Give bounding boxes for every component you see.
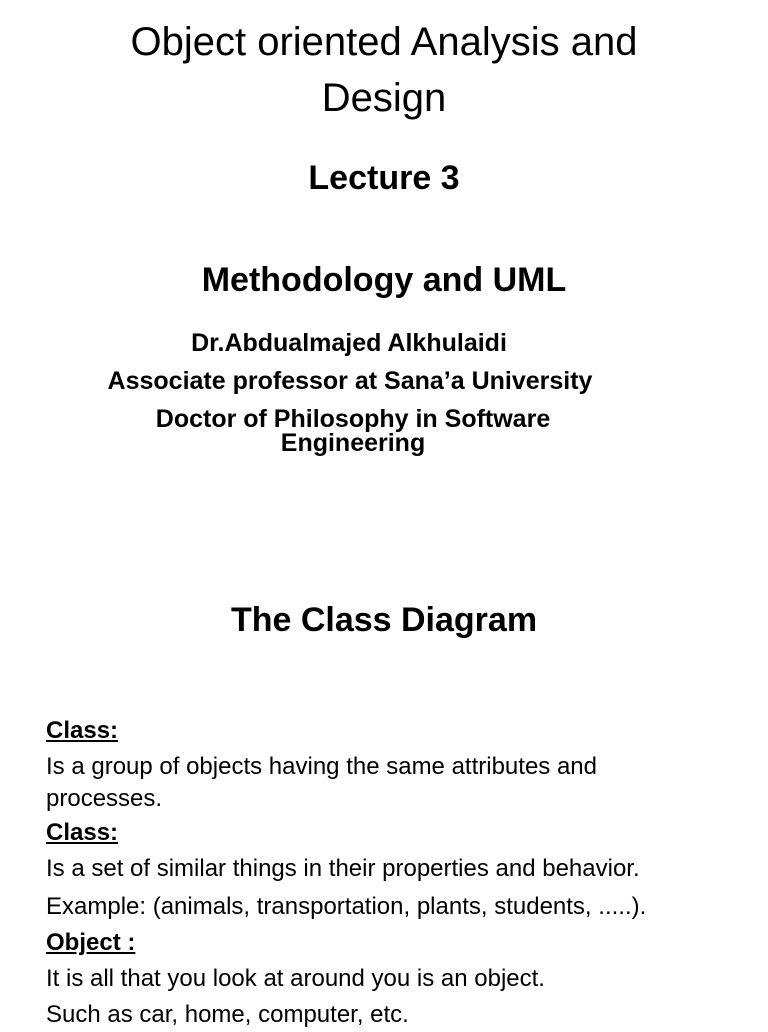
definition-text: processes. <box>46 785 163 812</box>
definition-example: Such as car, home, computer, etc. <box>46 1001 409 1028</box>
definition-term: Object : <box>46 929 136 956</box>
lecture-number: Lecture 3 <box>308 159 460 197</box>
definition-term: Class: <box>46 717 119 744</box>
definition-text: Is a group of objects having the same attributes and <box>46 753 598 780</box>
author-position: Associate professor at Sana’a University <box>107 367 593 395</box>
definition-text: It is all that you look at around you is an object. <box>46 965 545 992</box>
author-block <box>0 324 768 457</box>
author-degree: Doctor of Philosophy in Software <box>155 405 551 433</box>
definition-term: Class: <box>46 819 119 846</box>
slide-title: Object oriented Analysis and Design <box>130 20 638 120</box>
definition-text: Is a set of similar things in their properties and behavior. <box>46 855 640 882</box>
author-name: Dr.Abdualmajed Alkhulaidi <box>191 329 507 357</box>
author-degree-continued: Engineering <box>280 429 426 457</box>
lecture-subtitle: Methodology and UML <box>201 261 567 299</box>
section-title: The Class Diagram <box>230 601 538 639</box>
definitions-list <box>46 712 736 1032</box>
definition-example: Example: (animals, transportation, plants, students, .....). <box>46 893 647 920</box>
